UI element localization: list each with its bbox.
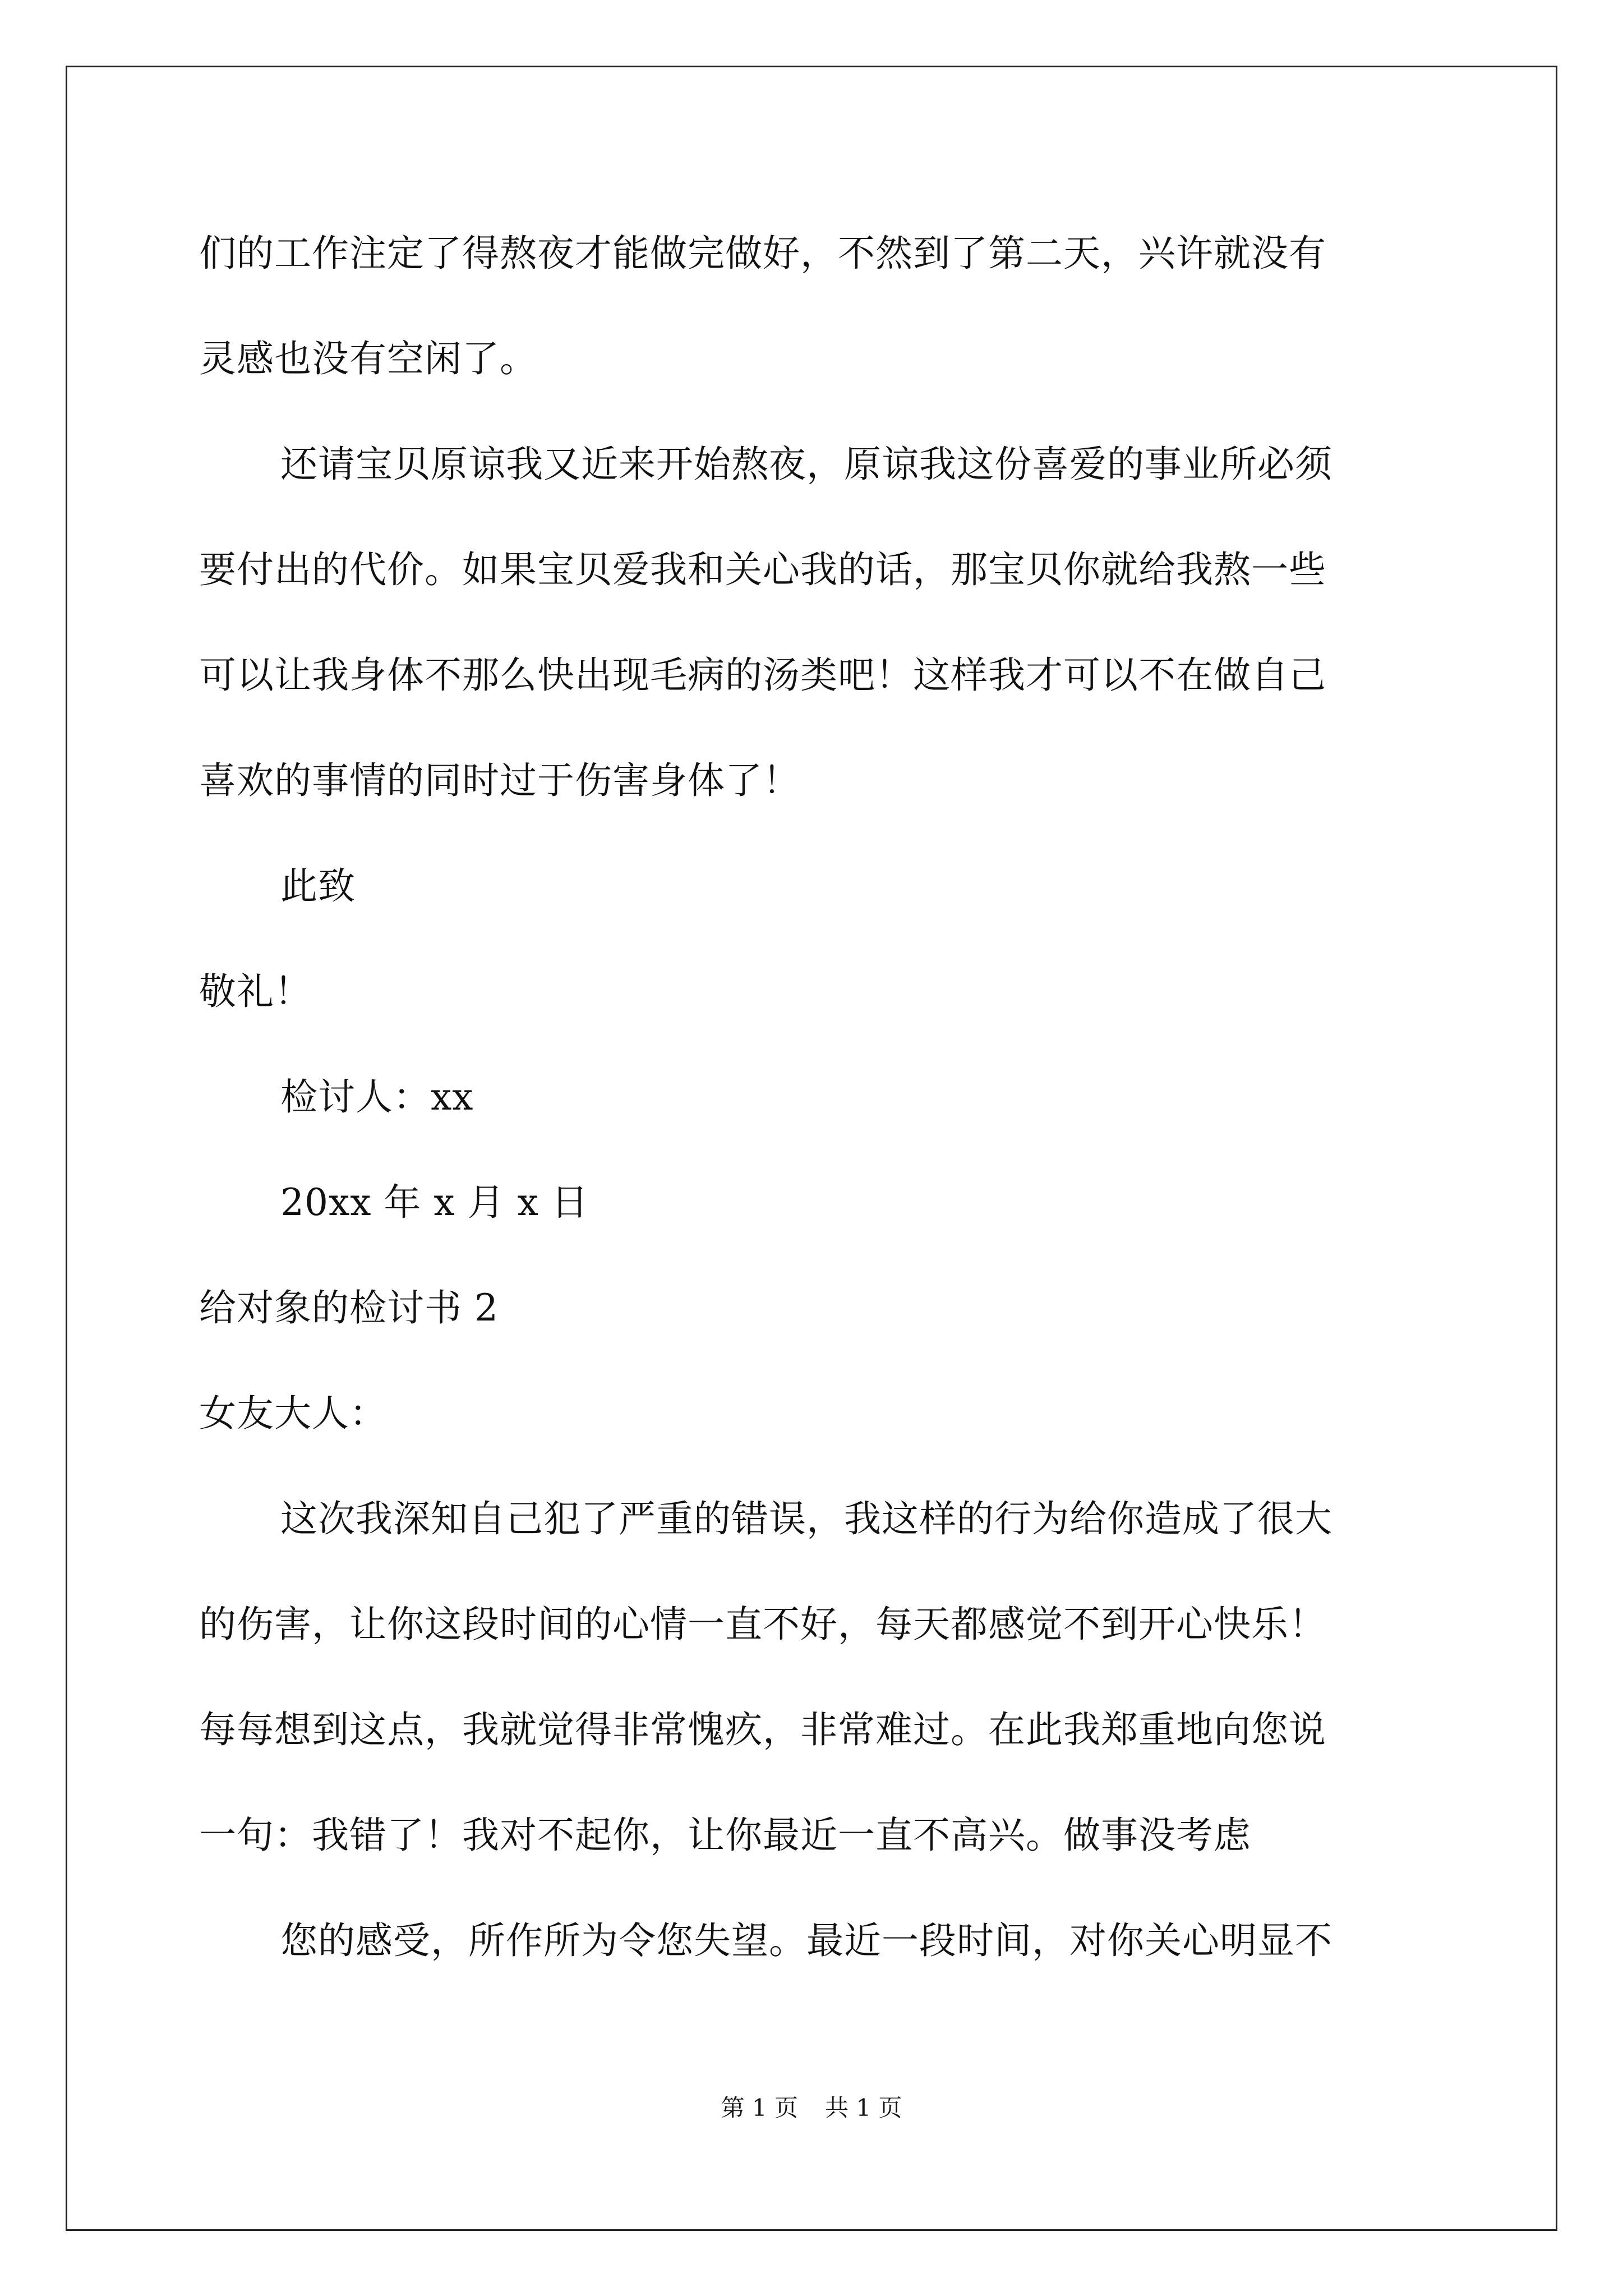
page-number-total: 共 1 页 (825, 2094, 902, 2122)
text-line: 的伤害，让你这段时间的心情一直不好，每天都感觉不到开心快乐！ (199, 1603, 1326, 1646)
text-line: 一句：我错了！我对不起你，让你最近一直不高兴。做事没考虑 (199, 1814, 1251, 1857)
text-line: 您的感受，所作所为令您失望。最近一段时间，对你关心明显不 (280, 1919, 1332, 1962)
page-border (66, 66, 1557, 2231)
signature-author: 检讨人：xx (280, 1075, 474, 1119)
text-line: 灵感也没有空闲了。 (199, 337, 537, 380)
salutation-regards: 敬礼！ (199, 970, 312, 1013)
salutation-closing: 此致 (280, 864, 356, 908)
text-line: 还请宝贝原谅我又近来开始熬夜，原谅我这份喜爱的事业所必须 (280, 443, 1332, 486)
text-line: 每每想到这点，我就觉得非常愧疚，非常难过。在此我郑重地向您说 (199, 1708, 1326, 1751)
text-line: 这次我深知自己犯了严重的错误，我这样的行为给你造成了很大 (280, 1497, 1332, 1540)
text-line: 可以让我身体不那么快出现毛病的汤类吧！这样我才可以不在做自己 (199, 654, 1326, 697)
page-number-current: 第 1 页 (721, 2094, 798, 2122)
greeting: 女友大人： (199, 1392, 387, 1435)
section-title: 给对象的检讨书 2 (199, 1286, 499, 1329)
text-line: 喜欢的事情的同时过于伤害身体了！ (199, 759, 800, 802)
signature-date: 20xx 年 x 月 x 日 (280, 1181, 589, 1224)
text-line: 们的工作注定了得熬夜才能做完做好，不然到了第二天，兴许就没有 (199, 232, 1326, 275)
page-footer (0, 2090, 1623, 2123)
text-line: 要付出的代价。如果宝贝爱我和关心我的话，那宝贝你就给我熬一些 (199, 548, 1326, 591)
